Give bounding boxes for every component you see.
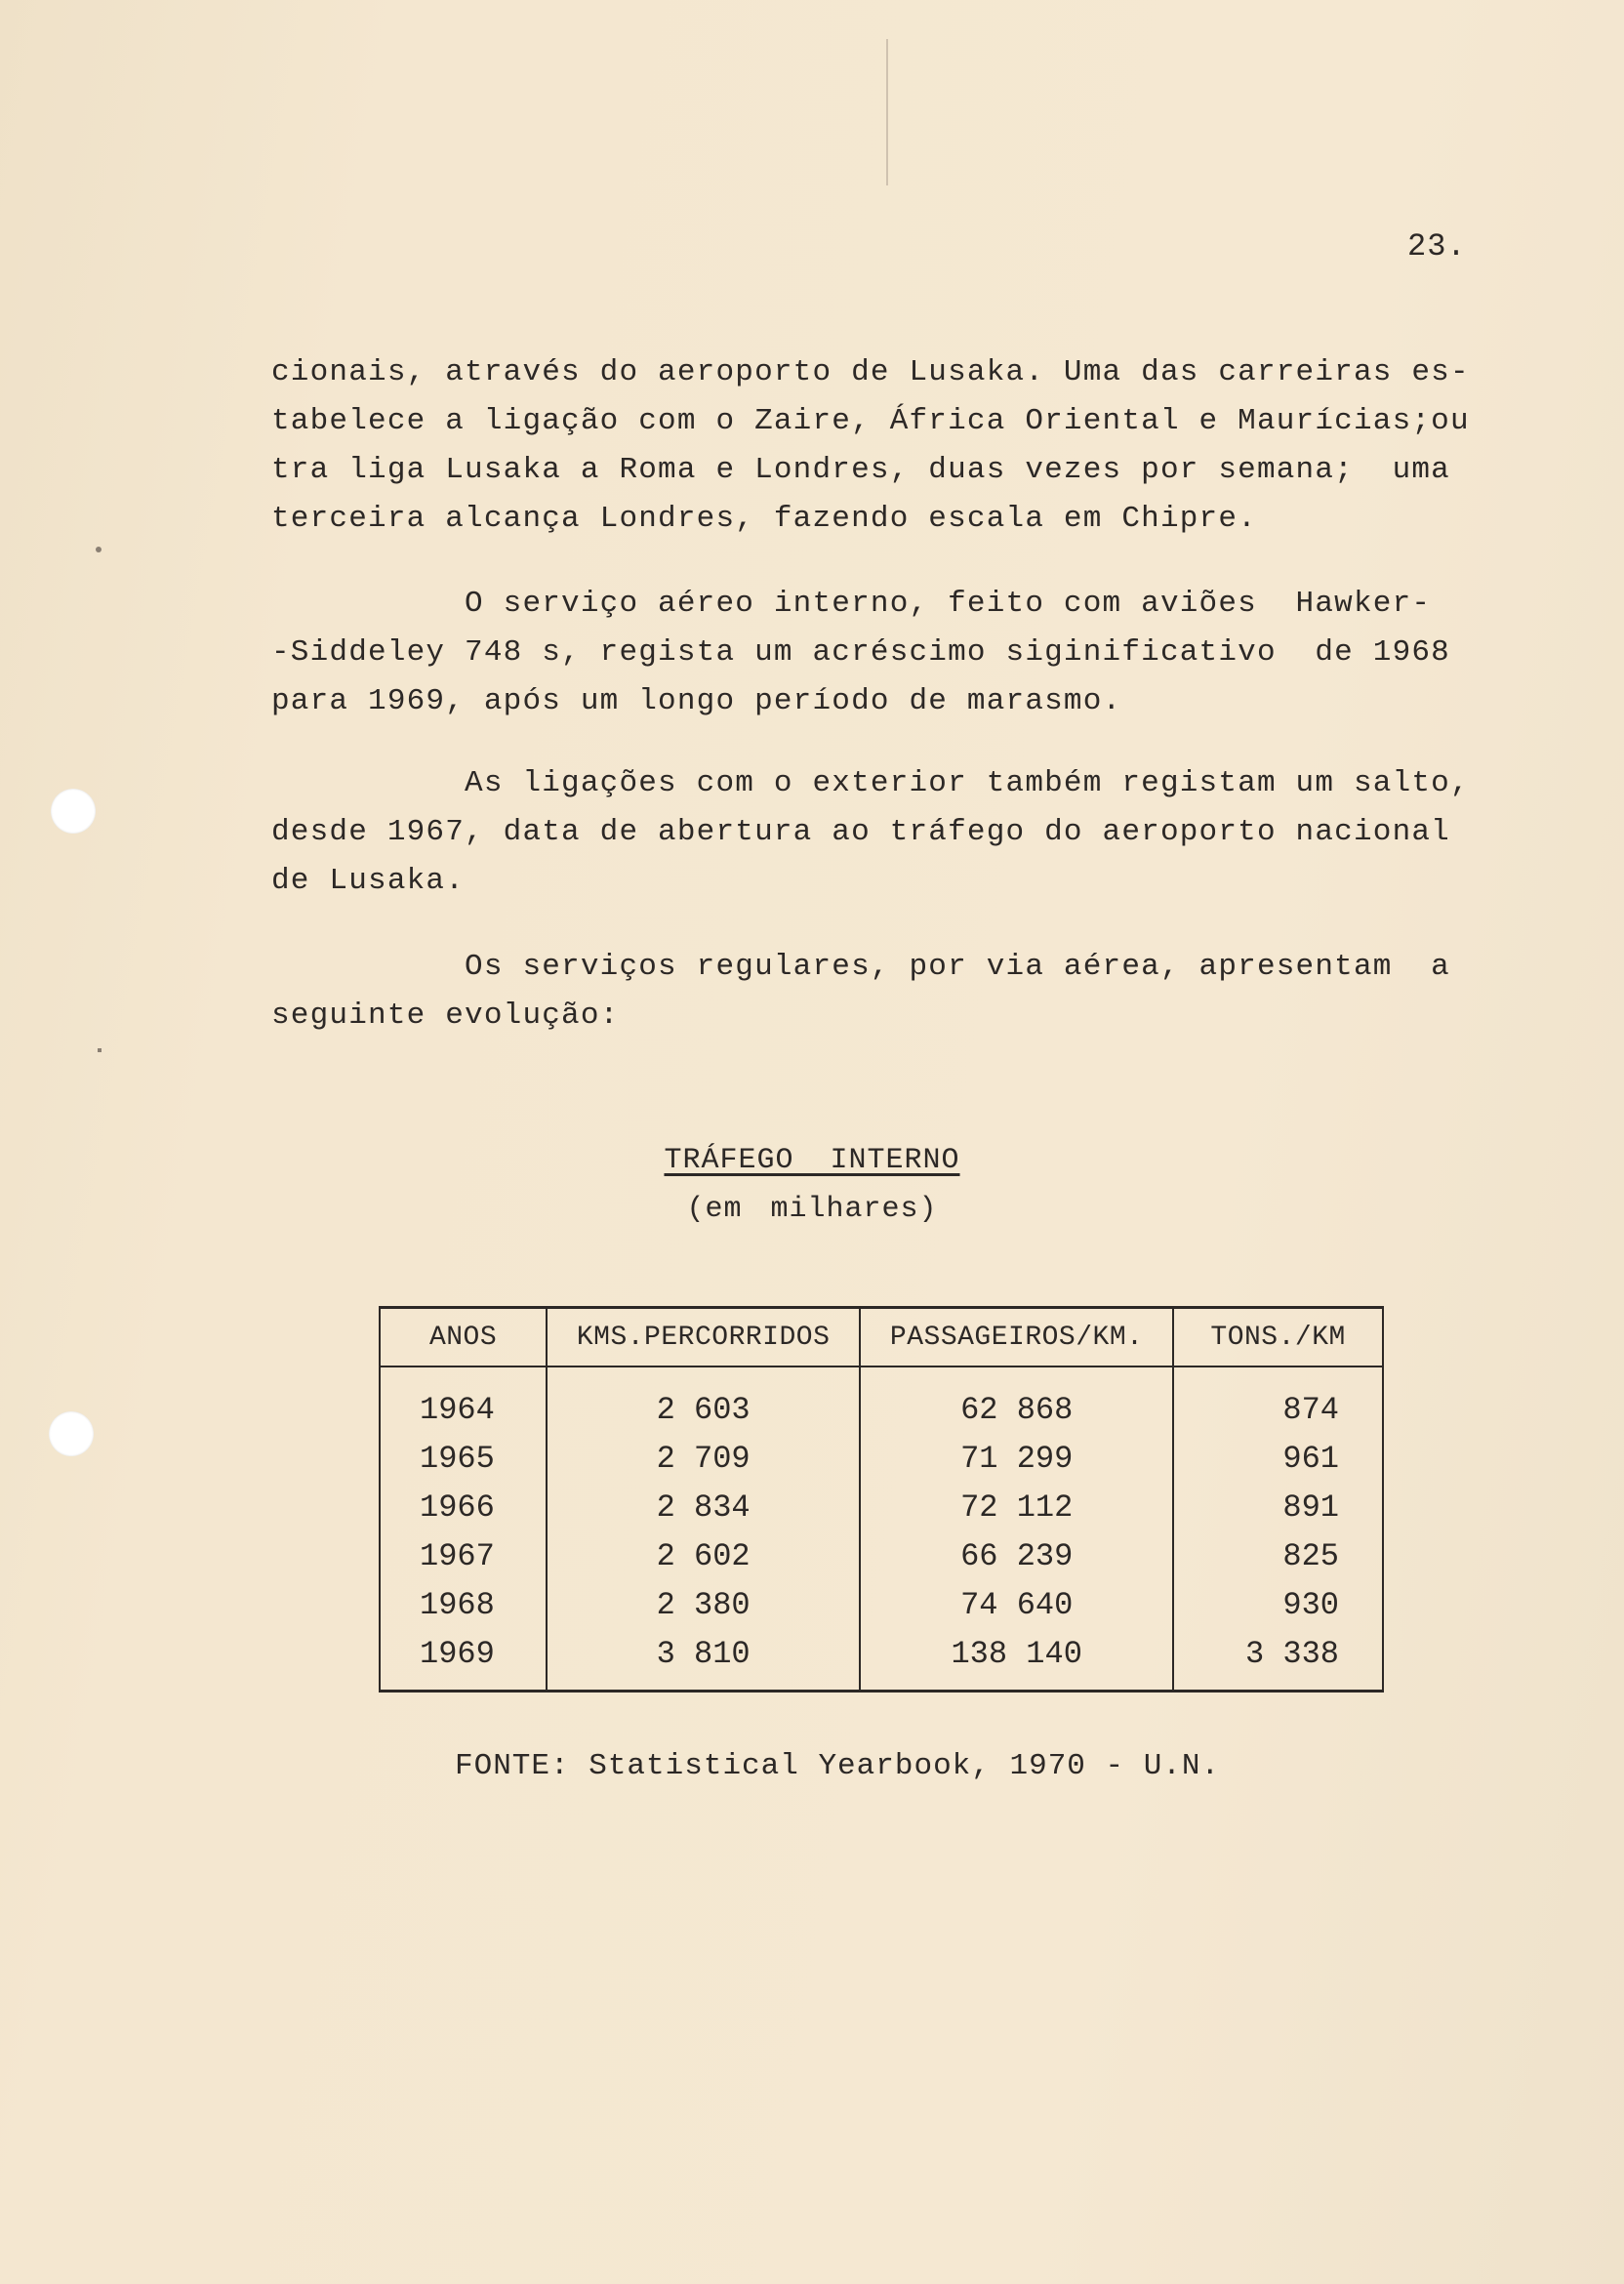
cell-kms: 2 709: [547, 1434, 860, 1483]
text-line: As ligações com o exterior também registam um salto,: [271, 766, 1470, 800]
paragraph-4: [271, 943, 1472, 1040]
table-row: [380, 1629, 1383, 1692]
cell-kms: 2 834: [547, 1483, 860, 1531]
paragraph-1: [271, 348, 1472, 544]
table-row: [380, 1531, 1383, 1580]
paragraph-3: [271, 759, 1472, 906]
text-line: desde 1967, data de abertura ao tráfego do aeroporto nacional: [271, 815, 1450, 849]
table-row: [380, 1483, 1383, 1531]
text-line: cionais, através do aeroporto de Lusaka. Uma das carreiras es-: [271, 355, 1470, 389]
cell-kms: 2 603: [547, 1366, 860, 1434]
text-line: tra liga Lusaka a Roma e Londres, duas vezes por semana; uma: [271, 453, 1450, 487]
header-anos: ANOS: [380, 1308, 547, 1367]
cell-passengers: 71 299: [860, 1434, 1173, 1483]
cell-kms: 3 810: [547, 1629, 860, 1692]
cell-tons: 874: [1173, 1366, 1383, 1434]
cell-year: 1969: [380, 1629, 547, 1692]
text-line: de Lusaka.: [271, 864, 466, 898]
table-title: [0, 1144, 1624, 1177]
punch-hole-bottom: [49, 1411, 94, 1456]
cell-passengers: 62 868: [860, 1366, 1173, 1434]
header-passageiros: PASSAGEIROS/KM.: [860, 1308, 1173, 1367]
cell-passengers: 74 640: [860, 1580, 1173, 1629]
cell-tons: 961: [1173, 1434, 1383, 1483]
text-line: O serviço aéreo interno, feito com aviões Hawker-: [271, 587, 1432, 621]
table-header-row: [380, 1308, 1383, 1367]
cell-tons: 891: [1173, 1483, 1383, 1531]
cell-tons: 930: [1173, 1580, 1383, 1629]
cell-year: 1966: [380, 1483, 547, 1531]
text-line: -Siddeley 748 s, regista um acréscimo siginificativo de 1968: [271, 635, 1450, 670]
cell-year: 1965: [380, 1434, 547, 1483]
cell-year: 1964: [380, 1366, 547, 1434]
cell-passengers: 72 112: [860, 1483, 1173, 1531]
table-row: [380, 1580, 1383, 1629]
punch-hole-top: [51, 789, 96, 834]
stray-mark: [886, 39, 888, 185]
table-title-text: TRÁFEGO INTERNO: [664, 1144, 960, 1177]
text-line: para 1969, após um longo período de marasmo.: [271, 684, 1122, 718]
source-note: FONTE: Statistical Yearbook, 1970 - U.N.: [455, 1749, 1221, 1783]
text-line: seguinte evolução:: [271, 999, 620, 1033]
text-line: terceira alcança Londres, fazendo escala em Chipre.: [271, 502, 1257, 536]
table-subtitle: (em milhares): [686, 1193, 938, 1226]
paragraph-2: [271, 580, 1472, 726]
stray-mark: [98, 1048, 102, 1052]
cell-tons: 825: [1173, 1531, 1383, 1580]
text-line: tabelece a ligação com o Zaire, África Oriental e Maurícias;ou: [271, 404, 1470, 438]
header-kms: KMS.PERCORRIDOS: [547, 1308, 860, 1367]
traffic-table: [379, 1306, 1384, 1693]
cell-kms: 2 380: [547, 1580, 860, 1629]
stray-mark: [96, 547, 102, 552]
text-line: Os serviços regulares, por via aérea, apresentam a: [271, 950, 1450, 984]
cell-year: 1968: [380, 1580, 547, 1629]
cell-tons: 3 338: [1173, 1629, 1383, 1692]
cell-kms: 2 602: [547, 1531, 860, 1580]
page-number: 23.: [1407, 228, 1467, 265]
table-row: [380, 1366, 1383, 1434]
table-row: [380, 1434, 1383, 1483]
cell-year: 1967: [380, 1531, 547, 1580]
cell-passengers: 66 239: [860, 1531, 1173, 1580]
header-tons: TONS./KM: [1173, 1308, 1383, 1367]
cell-passengers: 138 140: [860, 1629, 1173, 1692]
